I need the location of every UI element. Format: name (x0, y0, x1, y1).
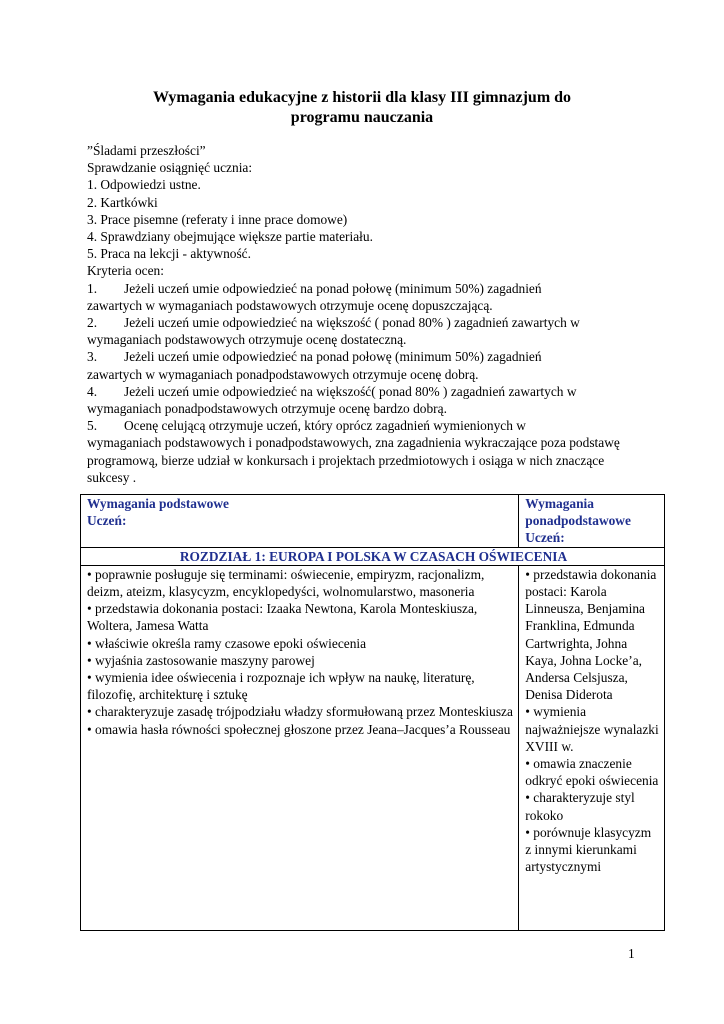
advanced-item: • porównuje klasycyzm z innymi kierunkami artystycznymi (525, 824, 652, 875)
criteria-heading: Kryteria ocen: (87, 263, 164, 279)
header-advanced (519, 495, 665, 548)
criterion (87, 280, 647, 314)
criterion-text-cont: wymaganiach podstawowych i ponadpodstawowych, zna zagadnienia wykraczające poza podstawę programową, bierze udział w konkursach i projektach przedmiotowych i osiąga w nich znaczące sukcesy . (87, 435, 620, 485)
header-basic (81, 495, 519, 548)
header-advanced-subtitle: Uczeń: (525, 530, 565, 546)
document-title (80, 88, 644, 128)
advanced-item: • wymienia najważniejsze wynalazki XVIII w. (525, 704, 659, 754)
advanced-requirements-cell (519, 565, 665, 930)
assessment-heading: Sprawdzanie osiągnięć ucznia: (87, 160, 253, 176)
assessment-item: 2. Kartkówki (87, 194, 158, 210)
advanced-item: • omawia znaczenie odkryć epoki oświecenia (525, 756, 659, 789)
title-line-2: programu nauczania (290, 109, 434, 126)
advanced-item: • charakteryzuje styl rokoko (525, 790, 635, 823)
criterion (87, 417, 647, 486)
criterion-text: Jeżeli uczeń umie odpowiedzieć na ponad połowę (minimum 50%) zagadnień (124, 280, 542, 296)
basic-item: • wyjaśnia zastosowanie maszyny parowej (87, 652, 315, 668)
header-basic-title: Wymagania podstawowe (87, 496, 229, 511)
criterion-text: Jeżeli uczeń umie odpowiedzieć na ponad połowę (minimum 50%) zagadnień (124, 349, 542, 365)
assessment-item: 5. Praca na lekcji - aktywność. (87, 246, 251, 262)
criterion-number: 2. (87, 315, 98, 331)
basic-item: • poprawnie posługuje się terminami: oświecenie, empiryzm, racjonalizm, deizm, ateizm, klasycyzm, encyklopedyści, wolnomularstwo, masoneria (87, 566, 485, 600)
criterion-number: 3. (87, 349, 98, 365)
header-basic-subtitle: Uczeń: (87, 513, 127, 529)
page-number: 1 (628, 946, 635, 961)
basic-item: • właściwie określa ramy czasowe epoki oświecenia (87, 635, 367, 651)
criterion (87, 383, 647, 417)
criterion-text: Jeżeli uczeń umie odpowiedzieć na większość ( ponad 80% ) zagadnień zawartych w (124, 315, 580, 331)
criterion-number: 5. (87, 418, 98, 434)
criterion (87, 314, 647, 348)
criterion-text-cont: wymaganiach ponadpodstawowych otrzymuje ocenę bardzo dobrą. (87, 401, 447, 417)
criterion-text-cont: wymaganiach podstawowych otrzymuje ocenę dostateczną. (87, 332, 407, 348)
criterion-text: Jeżeli uczeń umie odpowiedzieć na większość( ponad 80% ) zagadnień zawartych w (124, 383, 577, 399)
assessment-item: 1. Odpowiedzi ustne. (87, 177, 201, 193)
chapter-title: ROZDZIAŁ 1: EUROPA I POLSKA W CZASACH OŚWIECENIA (81, 547, 665, 565)
header-advanced-title: Wymagania (525, 496, 594, 511)
intro-section (87, 142, 647, 486)
criterion-text-cont: zawartych w wymaganiach ponadpodstawowych otrzymuje ocenę dobrą. (87, 366, 479, 382)
criterion-number: 4. (87, 383, 98, 399)
basic-item: • omawia hasła równości społecznej głoszone przez Jeana–Jacques’a Rousseau (87, 721, 511, 737)
header-advanced-title-2: ponadpodstawowe (525, 513, 631, 529)
assessment-item: 4. Sprawdziany obejmujące większe partie materiału. (87, 229, 373, 245)
criterion-text-cont: zawartych w wymaganiach podstawowych otrzymuje ocenę dopuszczającą. (87, 297, 493, 313)
program-name: ”Śladami przeszłości” (87, 143, 206, 158)
basic-item: • wymienia idee oświecenia i rozpoznaje ich wpływ na naukę, literaturę, filozofię, architekturę i sztukę (87, 670, 475, 703)
basic-item: • charakteryzuje zasadę trójpodziału władzy sformułowaną przez Monteskiusza (87, 704, 513, 720)
criterion (87, 348, 647, 382)
basic-item: • przedstawia dokonania postaci: Izaaka Newtona, Karola Monteskiusza, Woltera, Jamesa Watta (87, 601, 478, 634)
basic-requirements-cell (81, 565, 519, 930)
criterion-text: Ocenę celującą otrzymuje uczeń, który oprócz zagadnień wymienionych w (124, 418, 526, 434)
requirements-table (80, 494, 665, 931)
criterion-number: 1. (87, 280, 98, 296)
advanced-item: • przedstawia dokonania postaci: Karola Linneusza, Benjamina Franklina, Edmunda Cartwrighta, Johna Kaya, Johna Locke’a, Andersa Celsjusza, Denisa Diderota (525, 566, 657, 703)
title-line-1: Wymagania edukacyjne z historii dla klasy III gimnazjum do (152, 89, 572, 106)
assessment-item: 3. Prace pisemne (referaty i inne prace domowe) (87, 211, 348, 227)
